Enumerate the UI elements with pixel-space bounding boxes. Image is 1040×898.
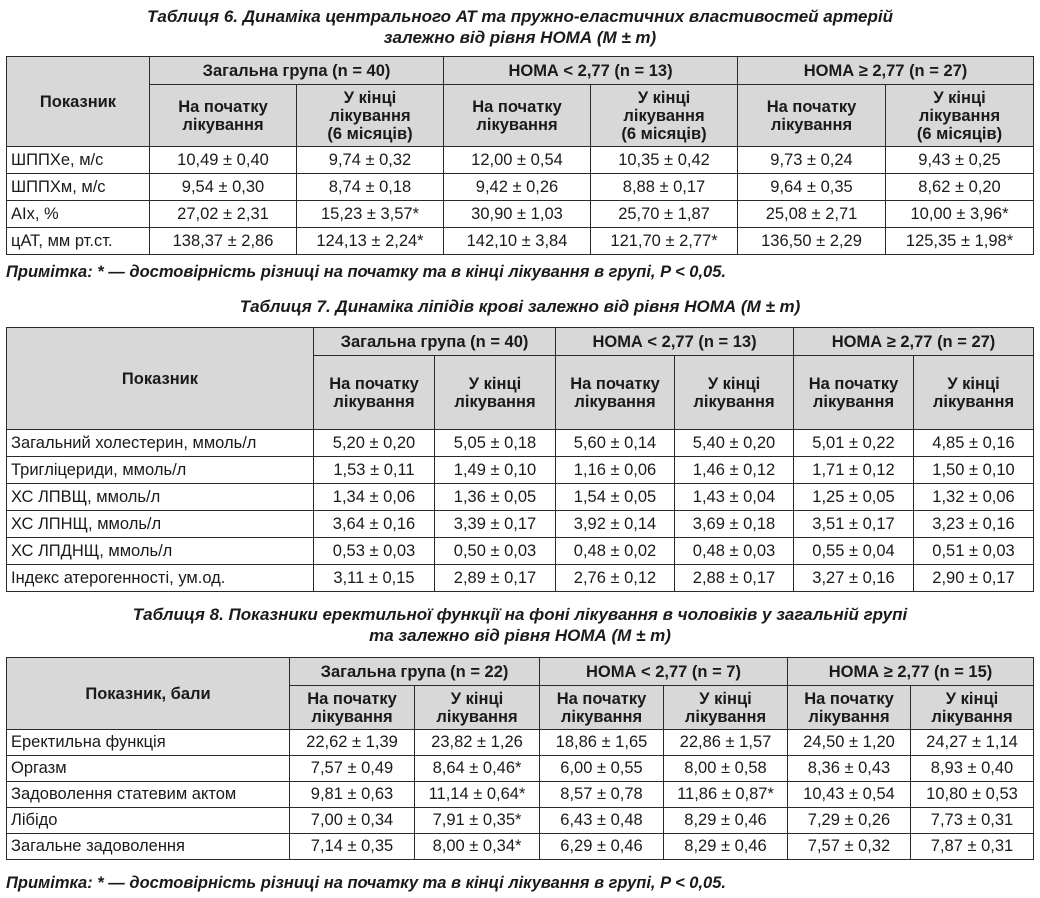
header-group-homa-high: НОМА ≥ 2,77 (n = 27): [738, 57, 1034, 85]
value-cell: 10,80 ± 0,53: [911, 782, 1034, 808]
value-cell: 10,00 ± 3,96*: [886, 201, 1034, 228]
value-cell: 138,37 ± 2,86: [150, 228, 297, 255]
header-start: На початку лікування: [556, 356, 675, 430]
header-group-homa-high: НОМА ≥ 2,77 (n = 15): [788, 658, 1034, 686]
table-row: [7, 201, 1034, 228]
table-row: [7, 228, 1034, 255]
value-cell: 6,29 ± 0,46: [540, 834, 664, 860]
table6-note: Примітка: * — достовірність різниці на початку та в кінці лікування в групі, P < 0,05.: [6, 263, 726, 281]
header-group-homa-low: НОМА < 2,77 (n = 13): [556, 328, 794, 356]
value-cell: 6,00 ± 0,55: [540, 756, 664, 782]
value-cell: 1,16 ± 0,06: [556, 457, 675, 484]
table8-caption-line2: та залежно від рівня НОМА (M ± m): [369, 626, 671, 645]
value-cell: 125,35 ± 1,98*: [886, 228, 1034, 255]
header-end: У кінці лікування: [415, 686, 540, 730]
value-cell: 136,50 ± 2,29: [738, 228, 886, 255]
value-cell: 5,40 ± 0,20: [675, 430, 794, 457]
value-cell: 7,57 ± 0,32: [788, 834, 911, 860]
value-cell: 1,71 ± 0,12: [794, 457, 914, 484]
row-label: Тригліцериди, ммоль/л: [7, 457, 314, 484]
value-cell: 8,88 ± 0,17: [591, 174, 738, 201]
value-cell: 11,14 ± 0,64*: [415, 782, 540, 808]
row-label: Лібідо: [7, 808, 290, 834]
value-cell: 9,74 ± 0,32: [297, 147, 444, 174]
value-cell: 7,14 ± 0,35: [290, 834, 415, 860]
value-cell: 7,91 ± 0,35*: [415, 808, 540, 834]
value-cell: 7,00 ± 0,34: [290, 808, 415, 834]
value-cell: 1,53 ± 0,11: [314, 457, 435, 484]
value-cell: 8,62 ± 0,20: [886, 174, 1034, 201]
table-row: [7, 782, 1034, 808]
table-row: [7, 538, 1034, 565]
value-cell: 8,00 ± 0,58: [664, 756, 788, 782]
value-cell: 0,50 ± 0,03: [435, 538, 556, 565]
value-cell: 18,86 ± 1,65: [540, 730, 664, 756]
header-start: На початку лікування: [150, 85, 297, 147]
table-row: [7, 457, 1034, 484]
row-label: цАТ, мм рт.ст.: [7, 228, 150, 255]
value-cell: 8,93 ± 0,40: [911, 756, 1034, 782]
value-cell: 8,74 ± 0,18: [297, 174, 444, 201]
table7: [6, 327, 1034, 592]
value-cell: 2,89 ± 0,17: [435, 565, 556, 592]
value-cell: 24,50 ± 1,20: [788, 730, 911, 756]
value-cell: 1,32 ± 0,06: [914, 484, 1034, 511]
header-end: У кінці лікування (6 місяців): [886, 85, 1034, 147]
row-label: Індекс атерогенності, ум.од.: [7, 565, 314, 592]
table-row: [7, 808, 1034, 834]
value-cell: 5,01 ± 0,22: [794, 430, 914, 457]
value-cell: 9,73 ± 0,24: [738, 147, 886, 174]
table-row: [7, 147, 1034, 174]
header-group-homa-low: НОМА < 2,77 (n = 13): [444, 57, 738, 85]
header-start: На початку лікування: [788, 686, 911, 730]
value-cell: 3,11 ± 0,15: [314, 565, 435, 592]
value-cell: 25,70 ± 1,87: [591, 201, 738, 228]
table6: [6, 56, 1034, 255]
header-start: На початку лікування: [540, 686, 664, 730]
row-label: ШППХм, м/с: [7, 174, 150, 201]
value-cell: 1,50 ± 0,10: [914, 457, 1034, 484]
table7-caption: Таблиця 7. Динаміка ліпідів крові залежно від рівня НОМА (M ± m): [239, 297, 801, 316]
header-start: На початку лікування: [738, 85, 886, 147]
value-cell: 124,13 ± 2,24*: [297, 228, 444, 255]
table-row: [7, 756, 1034, 782]
row-label: Загальне задоволення: [7, 834, 290, 860]
value-cell: 3,69 ± 0,18: [675, 511, 794, 538]
header-end: У кінці лікування: [664, 686, 788, 730]
value-cell: 8,57 ± 0,78: [540, 782, 664, 808]
header-end: У кінці лікування: [435, 356, 556, 430]
table-row: [7, 511, 1034, 538]
value-cell: 0,53 ± 0,03: [314, 538, 435, 565]
value-cell: 1,36 ± 0,05: [435, 484, 556, 511]
value-cell: 3,64 ± 0,16: [314, 511, 435, 538]
value-cell: 8,64 ± 0,46*: [415, 756, 540, 782]
value-cell: 11,86 ± 0,87*: [664, 782, 788, 808]
row-label: ХС ЛПВЩ, ммоль/л: [7, 484, 314, 511]
value-cell: 0,48 ± 0,02: [556, 538, 675, 565]
value-cell: 0,48 ± 0,03: [675, 538, 794, 565]
value-cell: 7,29 ± 0,26: [788, 808, 911, 834]
value-cell: 15,23 ± 3,57*: [297, 201, 444, 228]
value-cell: 2,88 ± 0,17: [675, 565, 794, 592]
header-group-general: Загальна група (n = 40): [150, 57, 444, 85]
header-end: У кінці лікування: [675, 356, 794, 430]
value-cell: 5,20 ± 0,20: [314, 430, 435, 457]
value-cell: 1,43 ± 0,04: [675, 484, 794, 511]
value-cell: 12,00 ± 0,54: [444, 147, 591, 174]
header-indicator: Показник: [7, 57, 150, 147]
value-cell: 1,46 ± 0,12: [675, 457, 794, 484]
value-cell: 27,02 ± 2,31: [150, 201, 297, 228]
row-label: AIx, %: [7, 201, 150, 228]
row-label: Еректильна функція: [7, 730, 290, 756]
header-start: На початку лікування: [290, 686, 415, 730]
value-cell: 1,54 ± 0,05: [556, 484, 675, 511]
header-end: У кінці лікування (6 місяців): [297, 85, 444, 147]
row-label: ХС ЛПНЩ, ммоль/л: [7, 511, 314, 538]
value-cell: 3,27 ± 0,16: [794, 565, 914, 592]
value-cell: 7,57 ± 0,49: [290, 756, 415, 782]
value-cell: 9,54 ± 0,30: [150, 174, 297, 201]
header-group-general: Загальна група (n = 40): [314, 328, 556, 356]
value-cell: 9,42 ± 0,26: [444, 174, 591, 201]
value-cell: 7,87 ± 0,31: [911, 834, 1034, 860]
value-cell: 0,55 ± 0,04: [794, 538, 914, 565]
value-cell: 121,70 ± 2,77*: [591, 228, 738, 255]
value-cell: 9,81 ± 0,63: [290, 782, 415, 808]
value-cell: 4,85 ± 0,16: [914, 430, 1034, 457]
table-row: [7, 174, 1034, 201]
header-indicator: Показник, бали: [7, 658, 290, 730]
value-cell: 24,27 ± 1,14: [911, 730, 1034, 756]
value-cell: 3,39 ± 0,17: [435, 511, 556, 538]
value-cell: 2,90 ± 0,17: [914, 565, 1034, 592]
row-label: Задоволення статевим актом: [7, 782, 290, 808]
value-cell: 22,62 ± 1,39: [290, 730, 415, 756]
value-cell: 2,76 ± 0,12: [556, 565, 675, 592]
value-cell: 9,64 ± 0,35: [738, 174, 886, 201]
value-cell: 25,08 ± 2,71: [738, 201, 886, 228]
value-cell: 8,00 ± 0,34*: [415, 834, 540, 860]
table8: [6, 657, 1034, 860]
value-cell: 9,43 ± 0,25: [886, 147, 1034, 174]
table6-caption-line2: залежно від рівня НОМА (M ± m): [383, 28, 657, 47]
value-cell: 3,92 ± 0,14: [556, 511, 675, 538]
header-start: На початку лікування: [314, 356, 435, 430]
value-cell: 3,23 ± 0,16: [914, 511, 1034, 538]
table6-caption-line1: Таблиця 6. Динаміка центрального АТ та пружно-еластичних властивостей артерій: [147, 7, 893, 26]
value-cell: 5,60 ± 0,14: [556, 430, 675, 457]
header-end: У кінці лікування: [914, 356, 1034, 430]
header-end: У кінці лікування (6 місяців): [591, 85, 738, 147]
table-row: [7, 834, 1034, 860]
header-start: На початку лікування: [444, 85, 591, 147]
value-cell: 8,29 ± 0,46: [664, 808, 788, 834]
row-label: Оргазм: [7, 756, 290, 782]
value-cell: 7,73 ± 0,31: [911, 808, 1034, 834]
value-cell: 1,34 ± 0,06: [314, 484, 435, 511]
value-cell: 10,35 ± 0,42: [591, 147, 738, 174]
header-start: На початку лікування: [794, 356, 914, 430]
row-label: Загальний холестерин, ммоль/л: [7, 430, 314, 457]
value-cell: 22,86 ± 1,57: [664, 730, 788, 756]
table-row: [7, 565, 1034, 592]
value-cell: 5,05 ± 0,18: [435, 430, 556, 457]
table-row: [7, 730, 1034, 756]
table-row: [7, 430, 1034, 457]
row-label: ШППХе, м/с: [7, 147, 150, 174]
header-group-homa-high: НОМА ≥ 2,77 (n = 27): [794, 328, 1034, 356]
table8-caption-line1: Таблиця 8. Показники еректильної функції на фоні лікування в чоловіків у загальній групі: [132, 605, 908, 624]
table-row: [7, 484, 1034, 511]
value-cell: 3,51 ± 0,17: [794, 511, 914, 538]
header-group-general: Загальна група (n = 22): [290, 658, 540, 686]
header-group-homa-low: НОМА < 2,77 (n = 7): [540, 658, 788, 686]
row-label: ХС ЛПДНЩ, ммоль/л: [7, 538, 314, 565]
header-end: У кінці лікування: [911, 686, 1034, 730]
value-cell: 10,49 ± 0,40: [150, 147, 297, 174]
value-cell: 30,90 ± 1,03: [444, 201, 591, 228]
value-cell: 142,10 ± 3,84: [444, 228, 591, 255]
value-cell: 0,51 ± 0,03: [914, 538, 1034, 565]
table8-note: Примітка: * — достовірність різниці на початку та в кінці лікування в групі, P < 0,05.: [6, 874, 726, 892]
value-cell: 6,43 ± 0,48: [540, 808, 664, 834]
header-indicator: Показник: [7, 328, 314, 430]
value-cell: 1,49 ± 0,10: [435, 457, 556, 484]
value-cell: 8,36 ± 0,43: [788, 756, 911, 782]
value-cell: 10,43 ± 0,54: [788, 782, 911, 808]
value-cell: 23,82 ± 1,26: [415, 730, 540, 756]
value-cell: 8,29 ± 0,46: [664, 834, 788, 860]
value-cell: 1,25 ± 0,05: [794, 484, 914, 511]
